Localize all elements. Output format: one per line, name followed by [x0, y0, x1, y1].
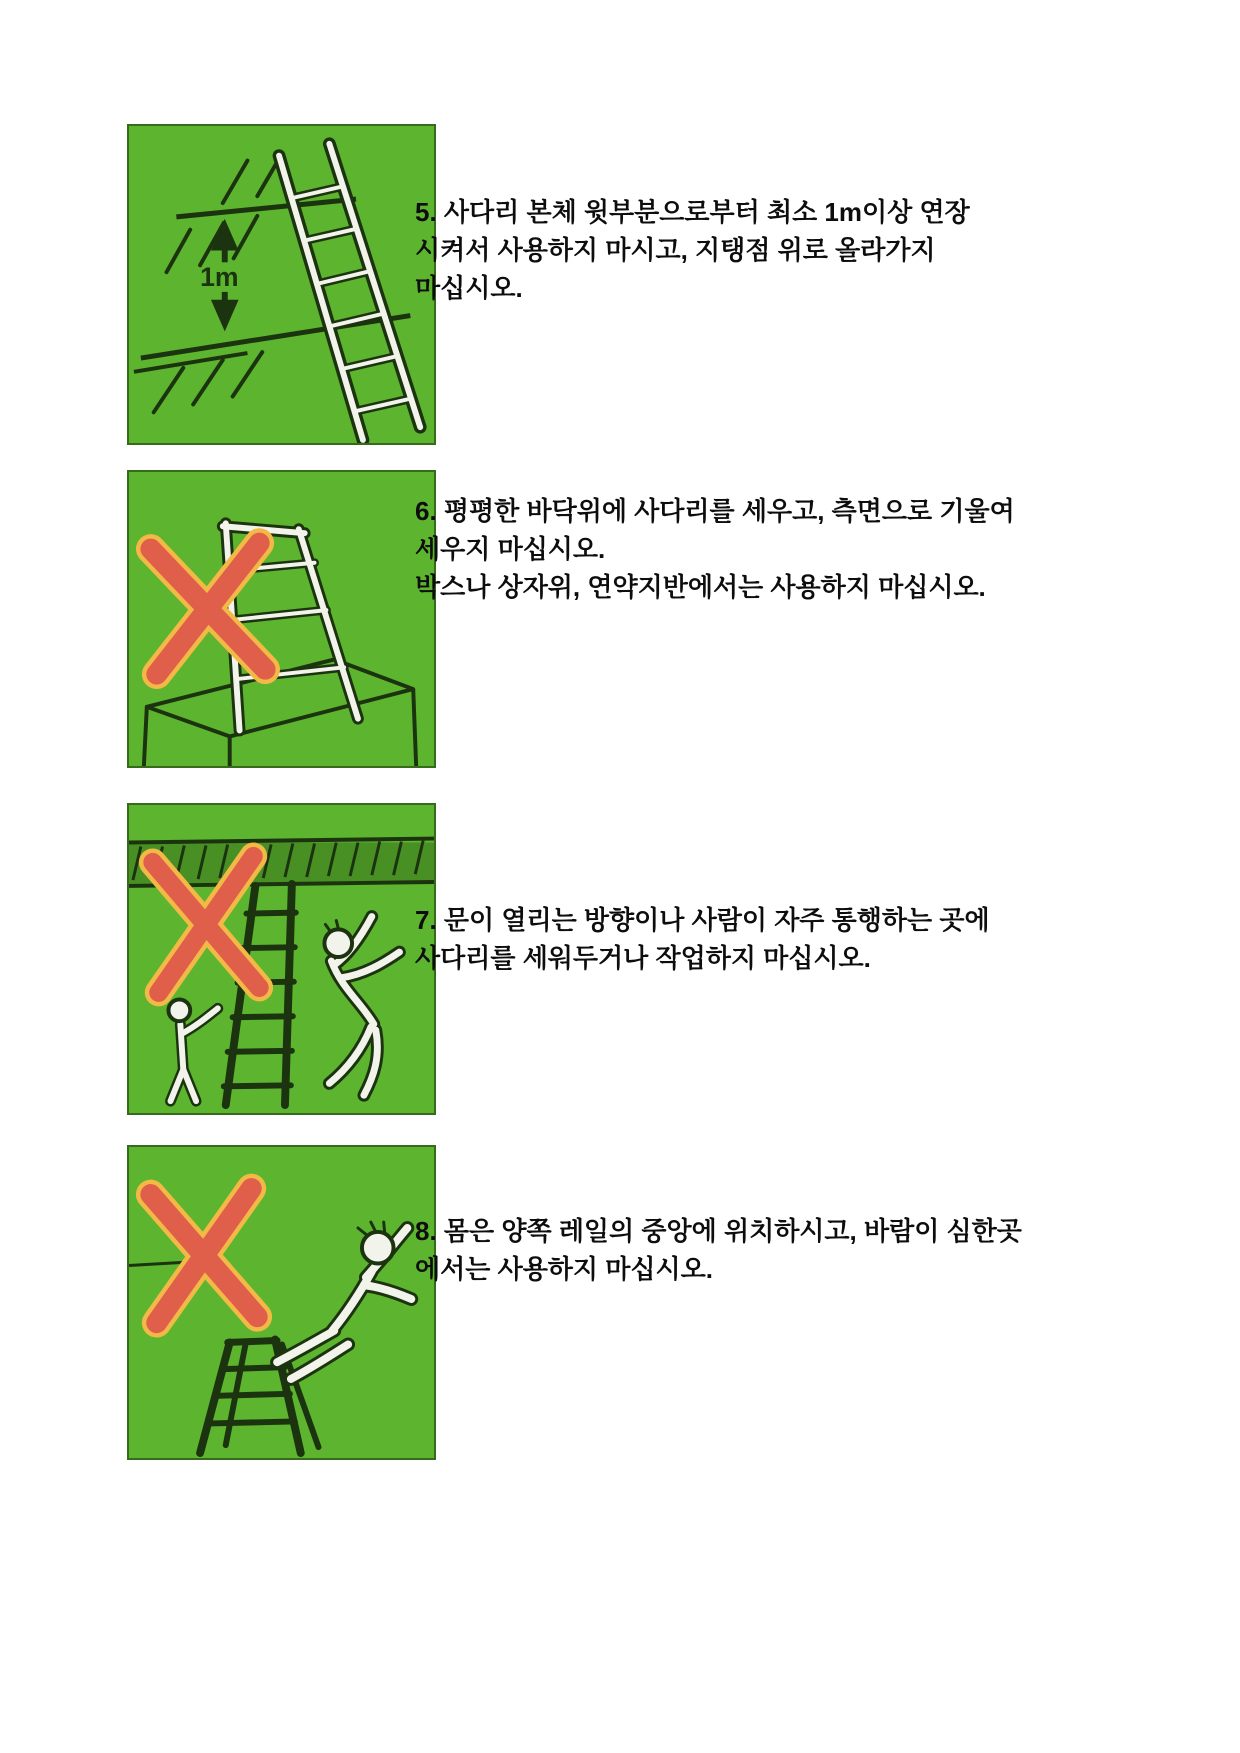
illustration-panel-ladder-doorway: [127, 803, 436, 1115]
illustration-panel-ladder-extension: [127, 124, 436, 445]
instruction-item-7: [415, 901, 1055, 977]
instruction-line: 시켜서 사용하지 마시고, 지탱점 위로 올라가지: [415, 235, 936, 265]
instruction-item-6: [415, 492, 1055, 606]
instruction-line: 에서는 사용하지 마십시오.: [415, 1254, 713, 1284]
instruction-line: 마십시오.: [415, 273, 523, 303]
illustration-panel-ladder-on-box: [127, 470, 436, 768]
leaning-sideways-graphic: [129, 1147, 434, 1458]
instruction-line: 사다리를 세워두거나 작업하지 마십시오.: [415, 943, 871, 973]
instruction-line: 세우지 마십시오.: [415, 534, 606, 564]
ladder-extension-graphic: [129, 126, 434, 443]
instruction-line: 6. 평평한 바닥위에 사다리를 세우고, 측면으로 기울여: [415, 496, 1015, 526]
instruction-line: 5. 사다리 본체 윗부분으로부터 최소 1m이상 연장: [415, 197, 970, 227]
one-meter-label: 1m: [200, 261, 239, 292]
instruction-line: 8. 몸은 양쪽 레일의 중앙에 위치하시고, 바람이 심한곳: [415, 1216, 1022, 1246]
instruction-item-5: [415, 193, 1055, 307]
ladder-on-box-graphic: [129, 472, 434, 766]
ladder-doorway-graphic: [129, 805, 434, 1113]
instruction-line: 박스나 상자위, 연약지반에서는 사용하지 마십시오.: [415, 572, 986, 602]
instruction-line: 7. 문이 열리는 방향이나 사람이 자주 통행하는 곳에: [415, 905, 990, 935]
illustration-panel-leaning-sideways: [127, 1145, 436, 1460]
instruction-item-8: [415, 1212, 1055, 1288]
